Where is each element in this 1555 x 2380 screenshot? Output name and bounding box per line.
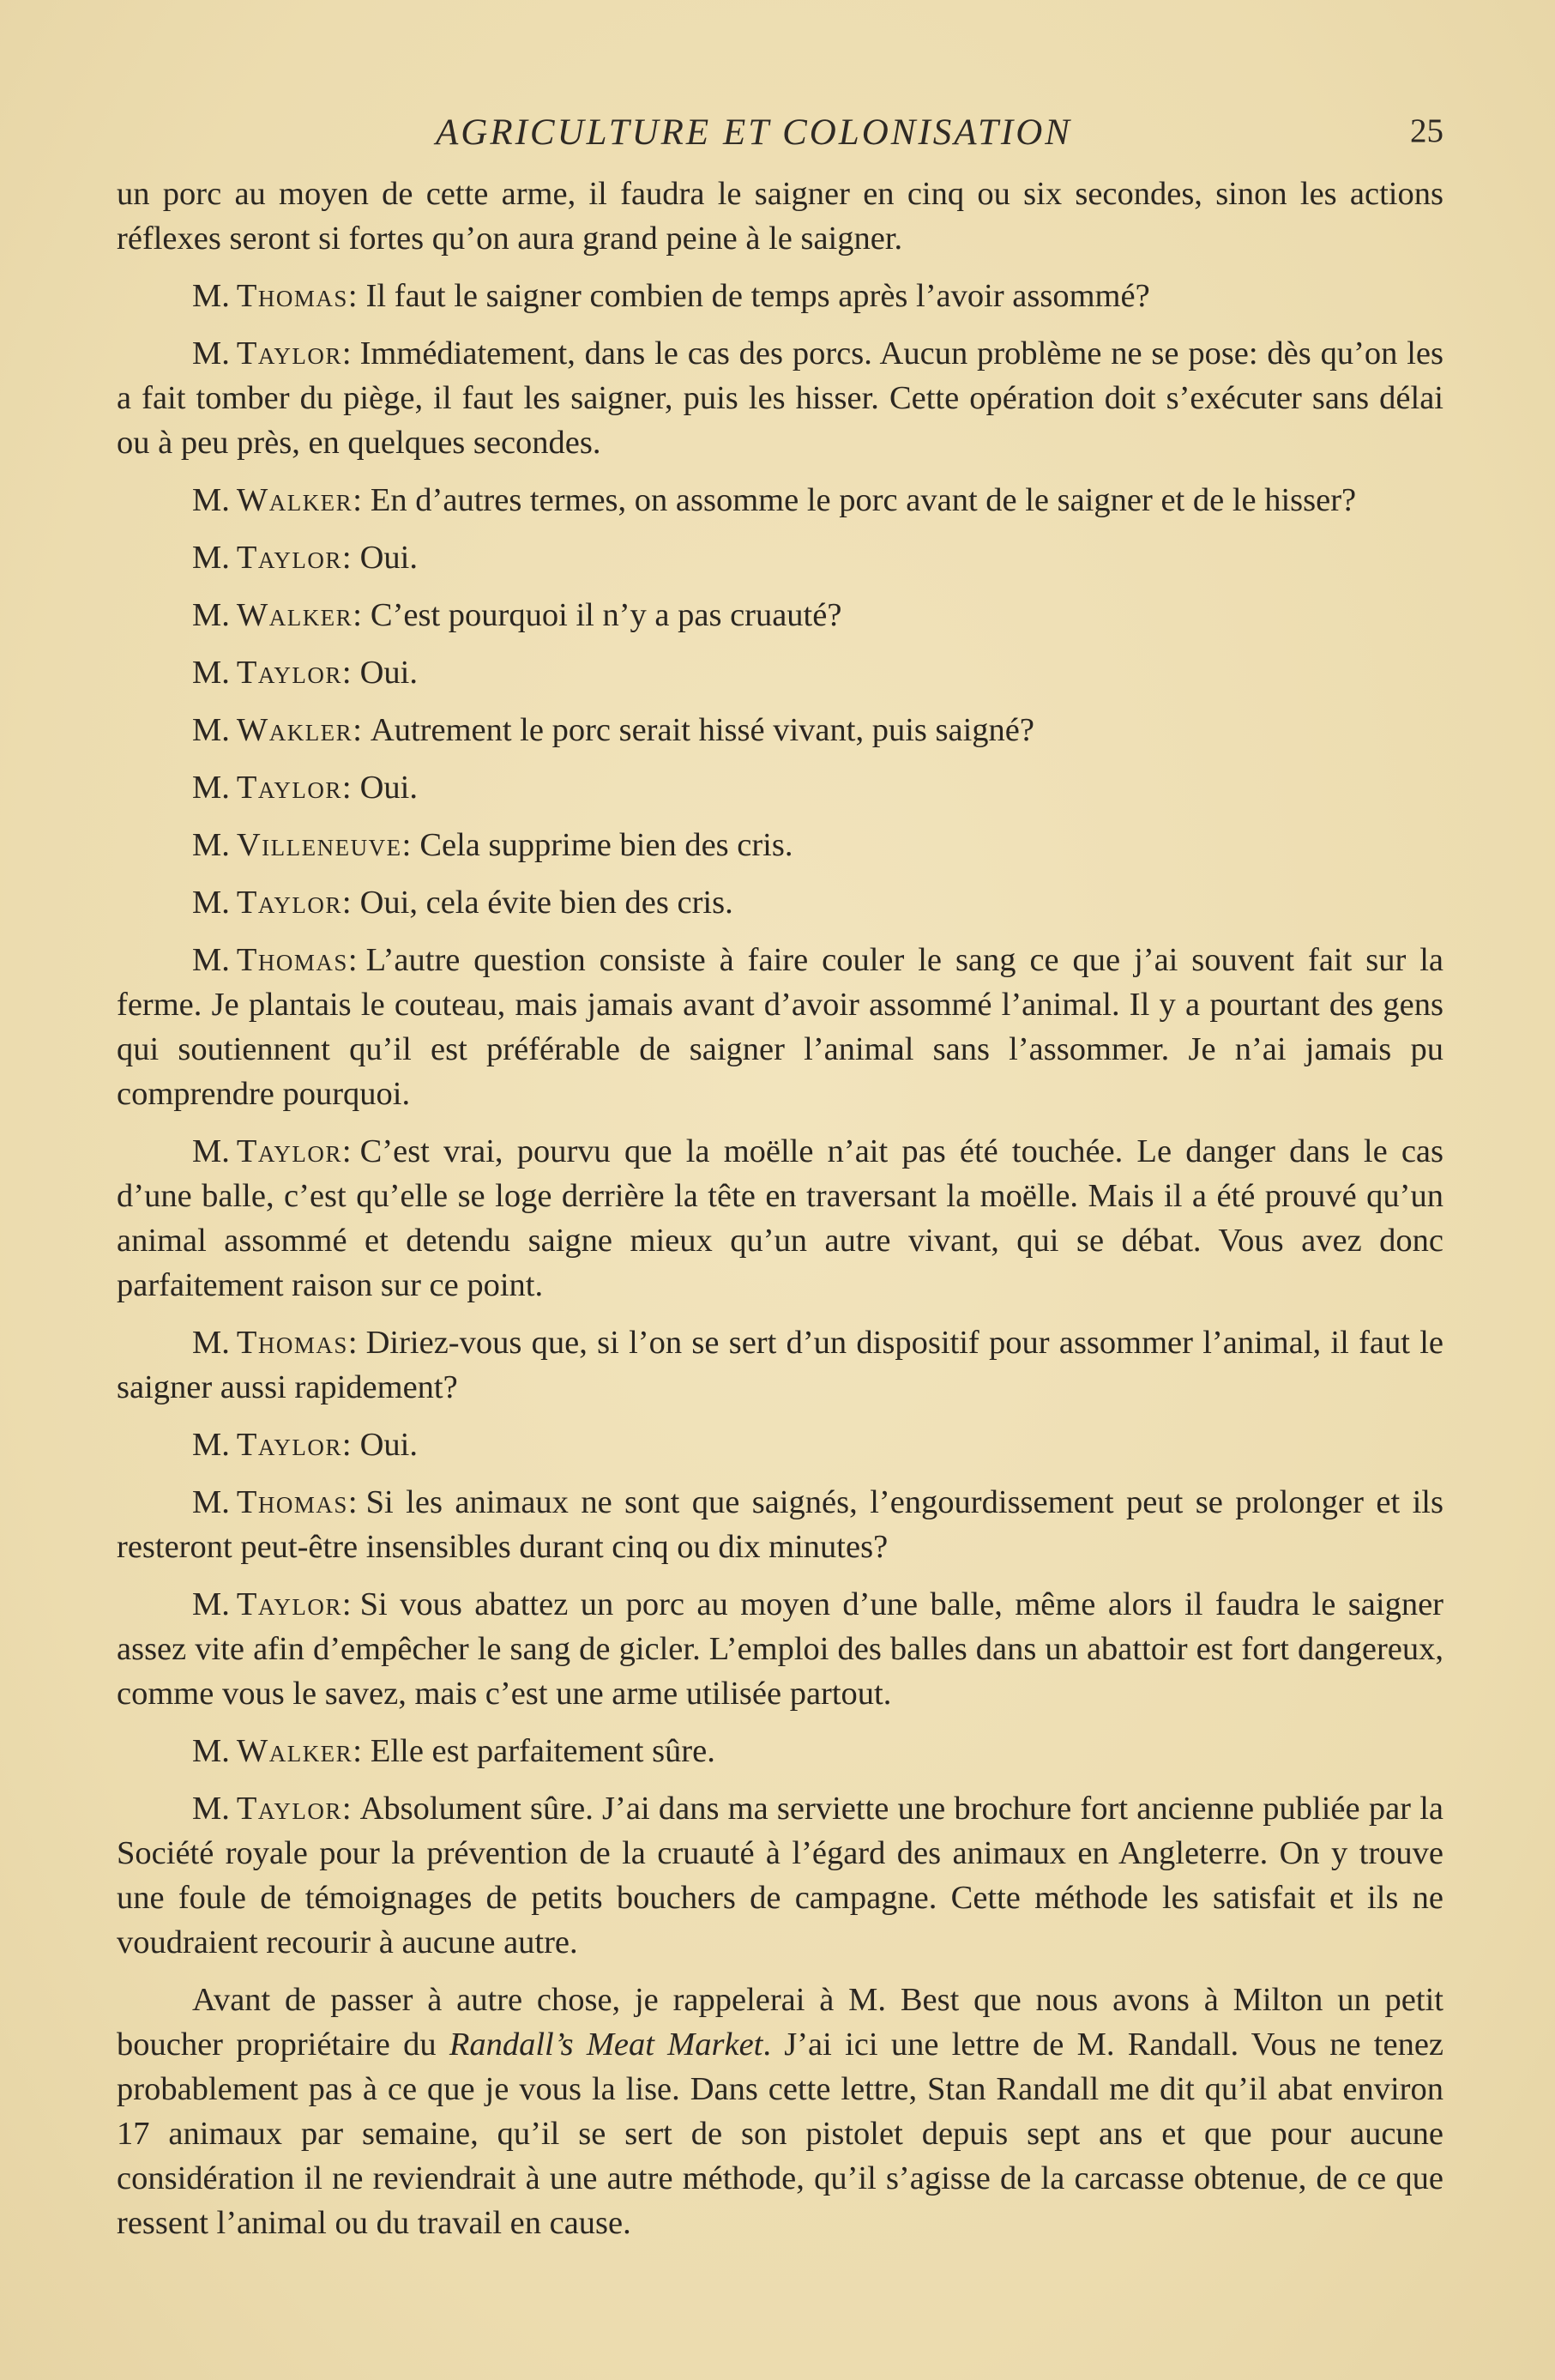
speech-paragraph [117, 938, 1443, 1116]
speaker-name: Taylor [236, 1133, 342, 1169]
speaker-prefix: M. [192, 712, 230, 748]
page-header [117, 103, 1443, 172]
speech-paragraph [117, 765, 1443, 810]
speaker-name: Thomas [236, 1484, 348, 1520]
speech-paragraph [117, 1423, 1443, 1467]
speaker-colon: : [347, 278, 358, 314]
speaker-prefix: M. [192, 335, 230, 371]
page-number: 25 [1410, 112, 1443, 149]
speech-paragraph [117, 274, 1443, 318]
speaker-prefix: M. [192, 1733, 230, 1769]
speaker-prefix: M. [192, 770, 230, 806]
speaker-name: Walker [236, 1733, 353, 1769]
speech-text: Absolument sûre. J’ai dans ma serviette une brochure fort ancienne publiée par la Société royale pour la prévention de la cruauté à l’égard des animaux en Angleterre. On y trouve une foule de témoignages de petits bouchers de campagne. Cette méthode les satisfait et ils ne voudraient recourir à aucune autre. [117, 1791, 1443, 1960]
speech-paragraph [117, 1480, 1443, 1569]
speaker-name: Taylor [236, 770, 342, 806]
speech-text: Oui. [359, 770, 418, 806]
speaker-colon: : [341, 1791, 352, 1827]
speaker-prefix: M. [192, 942, 230, 978]
speech-text: L’autre question consiste à faire couler le sang ce que j’ai souvent fait sur la ferme. Je plantais le couteau, mais jamais avant d’avoir assommé l’animal. Il y a pourtant des gens qui soutiennent qu’il est préférable de saigner l’animal sans l’assommer. Je n’ai jamais pu comprendre pourquoi. [117, 942, 1443, 1112]
speaker-colon: : [341, 1427, 352, 1463]
speaker-name: Walker [236, 597, 353, 633]
speaker-name: Thomas [236, 942, 348, 978]
speech-paragraph [117, 331, 1443, 465]
speech-paragraph [117, 1786, 1443, 1965]
speaker-prefix: M. [192, 1133, 230, 1169]
speech-text: Diriez-vous que, si l’on se sert d’un dispositif pour assommer l’animal, il faut le saigner aussi rapidement? [117, 1325, 1443, 1405]
paragraph-text-after: . J’ai ici une lettre de M. Randall. Vous ne tenez probablement pas à ce que je vous la lise. Dans cette lettre, Stan Randall me dit qu’il abat environ 17 animaux par semaine, qu’il se sert de son pistolet depuis sept ans et que pour aucune considération il ne reviendrait à une autre méthode, qu’il s’agisse de la carcasse obtenue, de ce que ressent l’animal ou du travail en cause. [117, 2027, 1443, 2241]
speech-text: C’est vrai, pourvu que la moëlle n’ait pas été touchée. Le danger dans le cas d’une balle, c’est qu’elle se loge derrière la tête en traversant la moëlle. Mais il a été prouvé qu’un animal assommé et detendu saigne mieux qu’un autre vivant, qui se débat. Vous avez donc parfaitement raison sur ce point. [117, 1133, 1443, 1303]
speaker-name: Taylor [236, 540, 342, 576]
speaker-prefix: M. [192, 1791, 230, 1827]
paragraph-text-before: Avant de passer à autre chose, je rappelerai à M. Best que nous avons à Milton un petit boucher propriétaire du [117, 1982, 1443, 2063]
speech-paragraph [117, 1320, 1443, 1410]
speech-paragraph [117, 1729, 1443, 1773]
speaker-colon: : [341, 335, 352, 371]
speaker-colon: : [347, 942, 358, 978]
speech-text: Immédiatement, dans le cas des porcs. Aucun problème ne se pose: dès qu’on les a fait tomber du piège, il faut les saigner, puis les hisser. Cette opération doit s’exécuter sans délai ou à peu près, en quelques secondes. [117, 335, 1443, 461]
speech-paragraph [117, 593, 1443, 637]
speaker-colon: : [353, 712, 362, 748]
speaker-prefix: M. [192, 1427, 230, 1463]
speech-text: Oui. [359, 540, 418, 576]
speech-paragraph [117, 535, 1443, 580]
speaker-colon: : [353, 1733, 362, 1769]
speech-text: Cela supprime bien des cris. [419, 827, 793, 863]
speaker-prefix: M. [192, 1484, 230, 1520]
speech-text: Oui, cela évite bien des cris. [359, 885, 733, 921]
speaker-name: Taylor [236, 655, 342, 691]
speaker-prefix: M. [192, 540, 230, 576]
speaker-name: Villeneuve [236, 827, 402, 863]
speech-text: En d’autres termes, on assomme le porc avant de le saigner et de le hisser? [370, 482, 1357, 518]
speaker-colon: : [341, 885, 352, 921]
speaker-prefix: M. [192, 482, 230, 518]
speaker-prefix: M. [192, 1325, 230, 1361]
speech-paragraph [117, 823, 1443, 867]
speech-paragraph [117, 1129, 1443, 1308]
speaker-colon: : [341, 540, 352, 576]
speech-paragraph [117, 708, 1443, 752]
speaker-name: Wakler [236, 712, 353, 748]
speaker-colon: : [347, 1325, 358, 1361]
speaker-name: Taylor [236, 1427, 342, 1463]
speaker-colon: : [341, 1133, 352, 1169]
speech-text: Si vous abattez un porc au moyen d’une balle, même alors il faudra le saigner assez vite afin d’empêcher le sang de gicler. L’emploi des balles dans un abattoir est fort dangereux, comme vous le savez, mais c’est une arme utilisée partout. [117, 1586, 1443, 1712]
speaker-prefix: M. [192, 655, 230, 691]
speaker-prefix: M. [192, 597, 230, 633]
speaker-name: Taylor [236, 885, 342, 921]
speaker-colon: : [401, 827, 412, 863]
speaker-prefix: M. [192, 278, 230, 314]
running-title: AGRICULTURE ET COLONISATION [436, 112, 1072, 153]
paragraph-continuation [117, 172, 1443, 261]
speech-text: C’est pourquoi il n’y a pas cruauté? [370, 597, 842, 633]
speaker-colon: : [353, 482, 362, 518]
speech-paragraph [117, 478, 1443, 523]
speaker-name: Taylor [236, 1791, 342, 1827]
speech-text: Oui. [359, 655, 418, 691]
speaker-name: Taylor [236, 335, 342, 371]
speech-text: Elle est parfaitement sûre. [370, 1733, 715, 1769]
speech-text: Oui. [359, 1427, 418, 1463]
speaker-colon: : [353, 597, 362, 633]
body-text [117, 172, 1443, 2245]
speaker-prefix: M. [192, 1586, 230, 1622]
speech-text: Si les animaux ne sont que saignés, l’engourdissement peut se prolonger et ils resteront peut-être insensibles durant cinq ou dix minutes? [117, 1484, 1443, 1565]
speaker-name: Walker [236, 482, 353, 518]
speaker-prefix: M. [192, 827, 230, 863]
shop-name: Randall’s Meat Market [449, 2027, 763, 2063]
speaker-name: Thomas [236, 1325, 348, 1361]
speaker-name: Taylor [236, 1586, 342, 1622]
speaker-colon: : [347, 1484, 358, 1520]
speaker-colon: : [341, 1586, 352, 1622]
paragraph-text: un porc au moyen de cette arme, il faudra le saigner en cinq ou six secondes, sinon les actions réflexes seront si fortes qu’on aura grand peine à le saigner. [117, 176, 1443, 257]
speech-paragraph [117, 880, 1443, 925]
speaker-name: Thomas [236, 278, 348, 314]
narrative-paragraph [117, 1978, 1443, 2245]
speech-paragraph [117, 1582, 1443, 1716]
speech-text: Il faut le saigner combien de temps après l’avoir assommé? [365, 278, 1150, 314]
speaker-colon: : [341, 770, 352, 806]
speech-text: Autrement le porc serait hissé vivant, puis saigné? [370, 712, 1034, 748]
speaker-colon: : [341, 655, 352, 691]
speech-paragraph [117, 650, 1443, 695]
speaker-prefix: M. [192, 885, 230, 921]
